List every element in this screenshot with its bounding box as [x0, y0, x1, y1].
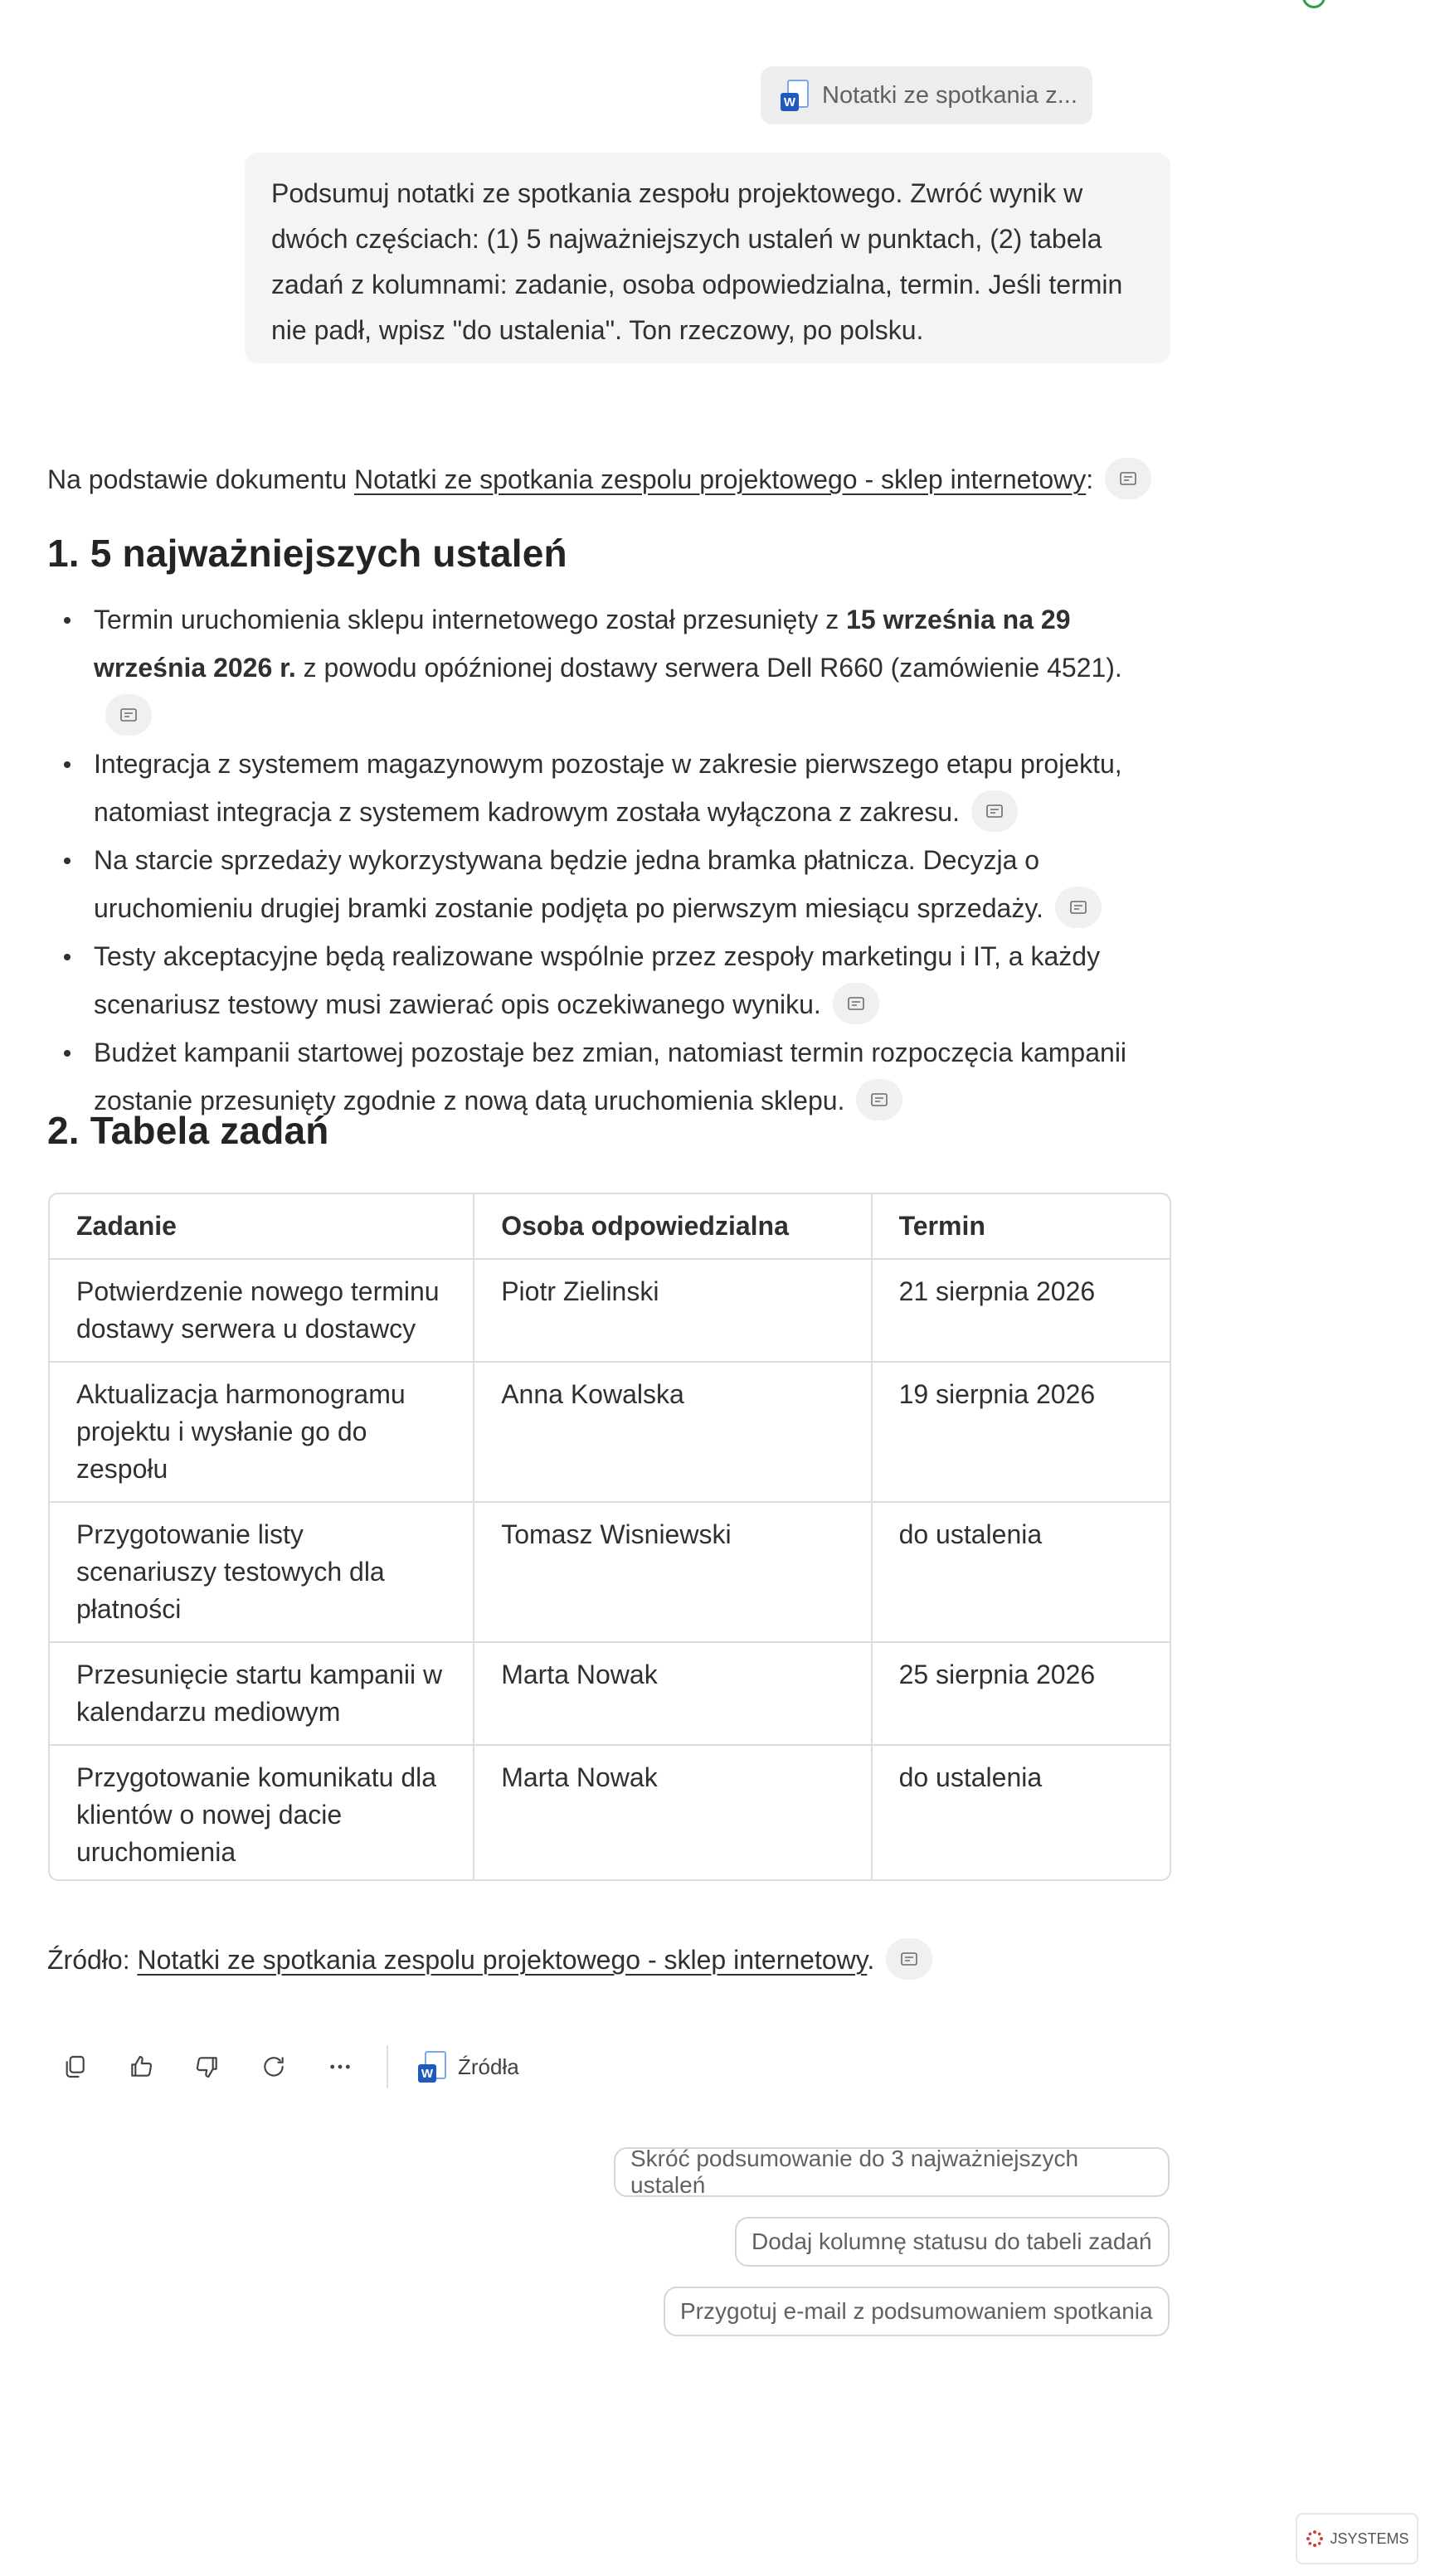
- logo-mark-icon: [1305, 2529, 1325, 2549]
- table-cell: Anna Kowalska: [474, 1362, 871, 1502]
- attachment-label: Notatki ze spotkania z...: [822, 81, 1077, 109]
- document-link[interactable]: Notatki ze spotkania zespolu projektowego - sklep internetowy: [354, 464, 1087, 494]
- table-cell: Marta Nowak: [474, 1642, 871, 1745]
- attachment-chip[interactable]: [761, 66, 1092, 124]
- response-intro: Na podstawie dokumentu Notatki ze spotkania zespolu projektowego - sklep internetowy:: [47, 455, 1175, 503]
- more-icon[interactable]: [317, 2044, 363, 2090]
- list-item: Termin uruchomienia sklepu internetowego został przesunięty z 15 września na 29 września 2026 r. z powodu opóźnionej dostawy serwera Dell R660 (zamówienie 4521).: [47, 595, 1175, 740]
- findings-list: [47, 595, 1175, 1125]
- divider: [387, 2045, 388, 2088]
- word-document-icon: W: [418, 2051, 446, 2083]
- table-cell: Aktualizacja harmonogramu projektu i wysłanie go do zespołu: [50, 1362, 474, 1502]
- table-cell: Przygotowanie listy scenariuszy testowych dla płatności: [50, 1502, 474, 1642]
- table-row: [50, 1642, 1170, 1745]
- table-row: [50, 1745, 1170, 1881]
- list-item: Integracja z systemem magazynowym pozostaje w zakresie pierwszego etapu projektu, natomiast integracja z systemem kadrowym została wyłączona z zakresu.: [47, 740, 1175, 836]
- section-title-tasks: 2. Tabela zadań: [47, 1109, 329, 1152]
- copy-icon[interactable]: [51, 2044, 98, 2090]
- user-message: Podsumuj notatki ze spotkania zespołu projektowego. Zwróć wynik w dwóch częściach: (1) 5 najważniejszych ustaleń w punktach, (2) tabela zadań z kolumnami: zadanie, osoba odpowiedzialna, termin. Jeśli termin nie padł, wpisz "do ustalenia". Ton rzeczowy, po polsku.: [245, 153, 1170, 363]
- citation-icon[interactable]: [1055, 887, 1102, 928]
- table-row: [50, 1259, 1170, 1362]
- citation-icon[interactable]: [833, 983, 879, 1024]
- column-header: Osoba odpowiedzialna: [474, 1194, 871, 1259]
- citation-icon[interactable]: [856, 1079, 902, 1120]
- table-cell: do ustalenia: [872, 1502, 1170, 1642]
- list-item: Budżet kampanii startowej pozostaje bez zmian, natomiast termin rozpoczęcia kampanii zostanie przesunięty zgodnie z nową datą uruchomienia sklepu.: [47, 1028, 1175, 1125]
- thumbs-down-icon[interactable]: [184, 2044, 231, 2090]
- column-header: Termin: [872, 1194, 1170, 1259]
- table-cell: do ustalenia: [898, 1762, 1043, 1792]
- source-line: Źródło: Notatki ze spotkania zespolu projektowego - sklep internetowy.: [47, 1936, 1175, 1984]
- table-header-row: [50, 1194, 1170, 1259]
- table-row: [50, 1502, 1170, 1642]
- suggestion-chip[interactable]: Przygotuj e-mail z podsumowaniem spotkania: [664, 2287, 1170, 2336]
- table-cell: 21 sierpnia 2026: [872, 1259, 1170, 1362]
- list-item: Na starcie sprzedaży wykorzystywana będzie jedna bramka płatnicza. Decyzja o uruchomieniu drugiej bramki zostanie podjęta po pierwszym miesiącu sprzedaży.: [47, 836, 1175, 932]
- word-document-icon: W: [781, 80, 809, 111]
- table-cell: Przygotowanie komunikatu dla klientów o nowej dacie uruchomienia: [50, 1745, 474, 1881]
- source-link[interactable]: Notatki ze spotkania zespolu projektowego - sklep internetowy: [137, 1945, 868, 1975]
- table-cell: Potwierdzenie nowego terminu dostawy serwera u dostawcy: [50, 1259, 474, 1362]
- list-item: Testy akceptacyjne będą realizowane wspólnie przez zespoły marketingu i IT, a każdy scenariusz testowy musi zawierać opis oczekiwanego wyniku.: [47, 932, 1175, 1028]
- column-header: Zadanie: [50, 1194, 474, 1259]
- citation-icon[interactable]: [1105, 458, 1151, 499]
- table-cell: Marta Nowak: [474, 1745, 871, 1881]
- tasks-table: [48, 1193, 1171, 1881]
- regenerate-icon[interactable]: [251, 2044, 297, 2090]
- citation-icon[interactable]: [971, 790, 1018, 832]
- citation-icon[interactable]: [105, 694, 152, 736]
- suggestion-chip[interactable]: Dodaj kolumnę statusu do tabeli zadań: [735, 2217, 1170, 2267]
- status-indicator-icon: [1302, 0, 1326, 8]
- sources-button[interactable]: [408, 2051, 529, 2083]
- table-cell: Przesunięcie startu kampanii w kalendarzu mediowym: [50, 1642, 474, 1745]
- sources-label: Źródła: [458, 2054, 519, 2079]
- message-action-bar: [51, 2042, 529, 2092]
- table-cell: Piotr Zielinski: [474, 1259, 871, 1362]
- citation-icon[interactable]: [886, 1938, 932, 1980]
- section-title-findings: 1. 5 najważniejszych ustaleń: [47, 532, 567, 575]
- suggestion-chip[interactable]: Skróć podsumowanie do 3 najważniejszych ustaleń: [614, 2147, 1170, 2197]
- table-cell: Tomasz Wisniewski: [474, 1502, 871, 1642]
- thumbs-up-icon[interactable]: [118, 2044, 164, 2090]
- table-cell: 19 sierpnia 2026: [872, 1362, 1170, 1502]
- table-row: [50, 1362, 1170, 1502]
- table-cell: 25 sierpnia 2026: [872, 1642, 1170, 1745]
- jsystems-logo: JSYSTEMS: [1296, 2513, 1418, 2564]
